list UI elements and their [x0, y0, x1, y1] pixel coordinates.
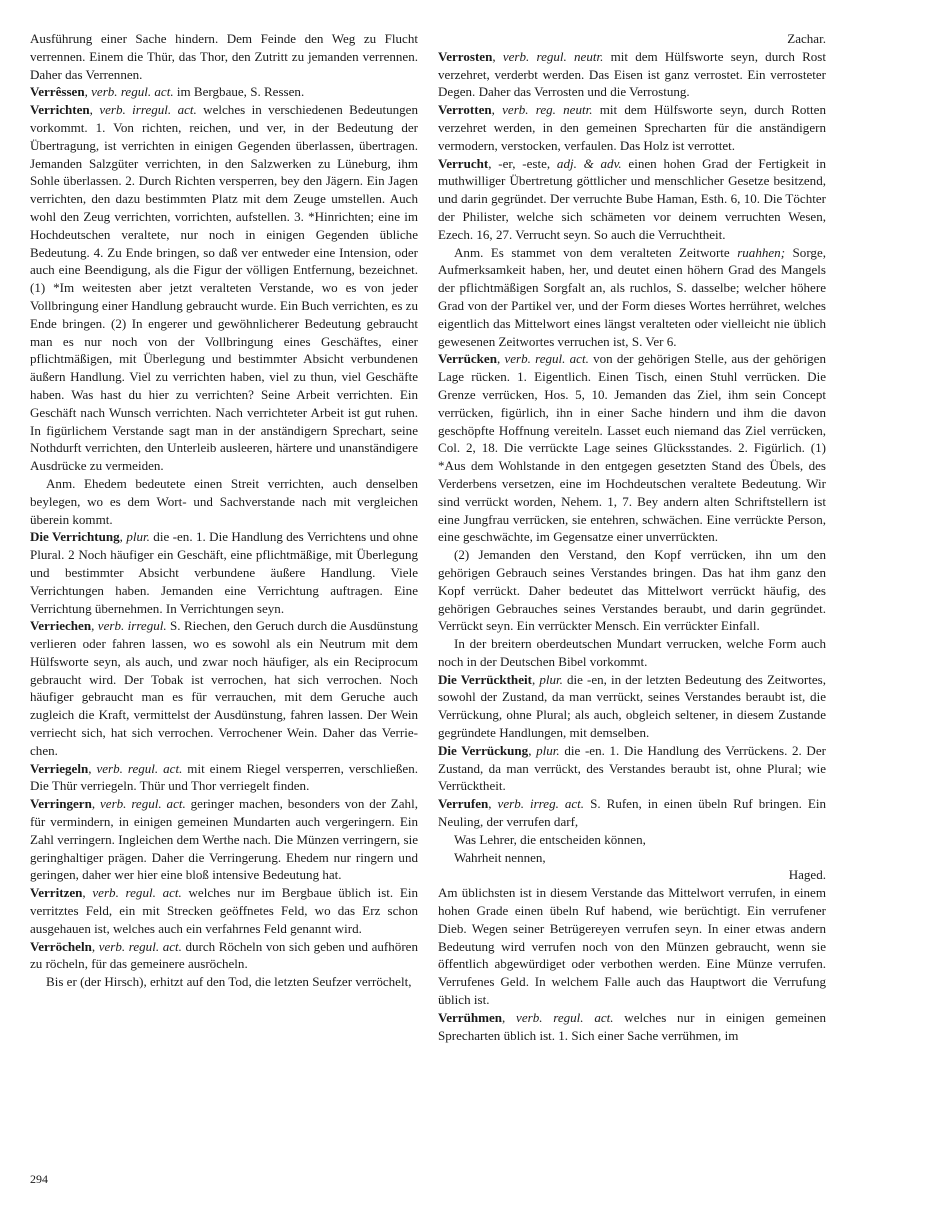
grammar-label: verb. regul. act. — [96, 760, 183, 776]
text-run: Ausführung einer Sache hindern. Dem Feinde den Weg zu Flucht verrennen. Einem die Thür, das Thor, den Zutritt zu jemanden verrennen. Daher das Verrennen. — [30, 31, 418, 82]
text-run: , — [528, 742, 537, 758]
right-column — [438, 30, 826, 1044]
text-run: , — [488, 796, 498, 812]
headword: Die Verrichtung — [30, 529, 120, 545]
text-run: die -en. 1. Die Handlung des Verrückens. 2. Der Zustand, da man verrückt, des Verstandes beraubt ist, ohne Plural; wie Verrücktheit. — [438, 742, 826, 794]
headword: Verrufen — [438, 796, 489, 812]
grammar-label: plur. — [539, 671, 563, 687]
text-run: Haged. — [788, 867, 826, 883]
headword: Verriegeln — [30, 760, 89, 776]
grammar-label: verb. irreg. act. — [497, 796, 585, 812]
text-run: welches in verschiedenen Bedeutungen vorkommt. 1. Von richten, reichen, und ver, in der Bedeutung der Übertragung, ist verrichten in einigen Gegenden überlassen, übertragen. Jemanden Salzgüter verrichten, in den Salzwerken zu Lüneburg, ihm Sohle überlassen. 2. Durch Richten versperren, bey den Jägern. Ein Jagen verrichten, den dazu bestimmten Platz mit dem Zeuge umstellen. Auch wohl den Zeug verrichten, vorrichten, aufstellen. 3. *Hinrichten; eine im Hochdeutschen veraltete, nur noch in einigen Gegenden übliche Bedeutung. 4. Zu Ende bringen, so daß ver entweder eine Intension, oder auch eine Beendigung, als die Figur der völligen Entfernung, bezeichnet. (1) *Im weitesten aber jetzt veralteten Verstande, wo es von jeder Vollbringung einer Handlung gebraucht wurde. Ein Buch verrichten, es zu Ende bringen. (2) In engerer und gewöhnlicherer Bedeutung gebraucht man es nur noch von der Vollbringung eines Geschäftes, einer pflichtmäßigen, mit Überlegung und bestimmter Absicht verbundenen äußern Handlung. Viel zu verrichten haben, viel zu thun, viel Geschäfte haben. Was hast du hier zu verrichten? Seine Arbeit verrichten. Ein Geschäft nach Wunsch verrichten. Nach verrichteter Arbeit ist gut ruhen. In figürlichem Verstande sagt man in der anständigern Sprechart, seine Nothdurft verrichten, den Unterleib ausleeren, härtere und unanständigere Ausdrücke zu vermeiden. — [30, 102, 418, 474]
dictionary-entry — [30, 528, 418, 617]
paragraph — [438, 884, 826, 1009]
text-run: , — [531, 671, 540, 687]
verse-line — [438, 849, 826, 867]
text-run: Zachar. — [787, 31, 826, 46]
grammar-label: verb. regul. act. — [504, 351, 589, 367]
dictionary-entry — [438, 742, 826, 795]
text-run: , — [91, 938, 99, 954]
text-run: welches nur im Bergbaue üblich ist. Ein verritztes Feld, ein mit Strecken geöffnetes Feld, wo das Erz schon ausgehauen ist, welches auch ein verfahrnes Feld genannt wird. — [30, 885, 418, 936]
text-run: , — [88, 760, 97, 776]
grammar-label: verb. regul. neutr. — [502, 48, 604, 64]
headword: Verrühmen — [438, 1009, 503, 1025]
dictionary-entry — [30, 617, 418, 759]
text-run: mit einem Riegel versperren, verschließen. Die Thür verriegeln. Thür und Thor verriegelt finden. — [30, 760, 418, 794]
verse-line — [30, 973, 418, 991]
text-run: einen hohen Grad der Fertigkeit in muthwilliger Übertretung göttlicher und menschlicher Gesetze besitzend, und darin gegründet. Der verruchte Bube Haman, Esth. 6, 10. Die Töchter der Philister, welche sich schämeten vor deinem verruchten Wesen, Ezech. 16, 27. Verrucht seyn. So auch die Verruchtheit. — [438, 155, 826, 242]
text-run: Anm. Es stammet von dem veralteten Zeitworte — [454, 244, 738, 260]
dictionary-entry — [30, 938, 418, 974]
text-run: mit dem Hülfsworte seyn, durch Rotten verzehret werden, in den gemeinen Sprecharten für die anständigern vermodern, verstocken, verfaulen. Das Holz ist verrottet. — [438, 102, 826, 153]
text-run: Anm. Ehedem bedeutete einen Streit verrichten, auch denselben beylegen, wo es dem Wort- und Sachverstande nach mit vergleichen überein kommt. — [30, 475, 418, 527]
headword: Verritzen — [30, 885, 83, 901]
headword: Verrucht — [438, 155, 489, 171]
text-run: , — [91, 796, 100, 812]
grammar-label: adj. & adv. — [556, 155, 622, 171]
grammar-label: ruahhen; — [737, 244, 786, 260]
text-run: , — [84, 84, 92, 100]
dictionary-entry — [438, 795, 826, 831]
text-run: Wahrheit nennen, — [454, 849, 546, 865]
headword: Verrotten — [438, 102, 492, 118]
grammar-label: verb. irregul. — [97, 618, 167, 634]
text-run: Bis er (der Hirsch), erhitzt auf den Tod, die letzten Seufzer verröchelt, — [46, 974, 412, 990]
headword: Verringern — [30, 796, 92, 812]
text-run: Am üblichsten ist in diesem Verstande das Mittelwort verrufen, in einem hohen Grade einen übeln Ruf habend, wie berüchtigt. Ein verrufener Dieb. Wegen seiner Betrügereyen verrufen seyn. In einer etwas andern Bedeutung wird verrufen noch von den Münzen gebraucht, wenn sie öffentlich abgewürdiget oder verbothen werden. Eine Münze verrufen. Verrufenes Geld. In welchem Falle auch das Hauptwort die Verrufung üblich ist. — [438, 885, 826, 1008]
dictionary-entry — [30, 760, 418, 796]
grammar-label: verb. reg. neutr. — [502, 102, 593, 118]
text-run: , — [492, 48, 503, 64]
source-citation — [438, 30, 826, 48]
dictionary-entry — [438, 350, 826, 546]
headword: Verröcheln — [30, 938, 92, 954]
grammar-label: verb. regul. act. — [100, 796, 186, 812]
text-run: , — [82, 885, 93, 901]
verse-line — [438, 831, 826, 849]
text-run: , — [119, 529, 127, 545]
text-run: , — [491, 102, 503, 118]
text-run: von der gehörigen Stelle, aus der gehörigen Lage rücken. 1. Eigentlich. Einen Tisch, einen Stuhl verrücken. Die Grenze verrücken, Hos. 5, 10. Jemanden das Ziel, ihm sein Concept verrücken, figürlich, ihn in einer Sache hindern und ihm die davon geschöpfte Hoffnung vereiteln. Lasset euch niemand das Ziel verrücken, Col. 2, 18. Die verrückte Lage seines Glücksstandes. 2. Figürlich. (1) *Aus dem Wohlstande in den entgegen gesetzten Stand des Übels, des Verderbens versetzen, eine im Hochdeutschen veraltete Bedeutung. Wir sind verrückt worden, Nehem. 1, 7. Bey andern alten Schriftstellern ist eine Jungfrau verrücken, sie entehren, schwächen. Eine verrückte Person, eine geschwächte, im Gegensatze einer unverrückten. — [438, 351, 826, 545]
dictionary-entry — [438, 155, 826, 244]
dictionary-entry — [30, 795, 418, 884]
text-run: durch Röcheln von sich geben und aufhören zu röcheln, für das gemeinere ausröcheln. — [30, 938, 418, 972]
headword: Verrücken — [438, 351, 497, 367]
annotation-paragraph — [438, 244, 826, 351]
dictionary-entry — [30, 101, 418, 475]
grammar-label: verb. regul. act. — [516, 1009, 614, 1025]
text-run: In der breitern oberdeutschen Mundart verrucken, welche Form auch noch in der Deutschen Bibel vorkommt. — [438, 636, 826, 669]
headword: Verrichten — [30, 102, 90, 118]
annotation-paragraph — [438, 546, 826, 635]
text-run: , — [502, 1009, 517, 1025]
text-run: im Bergbaue, S. Ressen. — [173, 84, 305, 100]
dictionary-entry — [438, 671, 826, 742]
text-run: (2) Jemanden den Verstand, den Kopf verrücken, ihn um den gehörigen Gebrauch seines Verstandes bringen. Das hat ihm ganz den Kopf verrückt. Daher bedeutet das Mittelwort verrückt häufig, des gehörigen Gebrauches seines Verstandes beraubt, und darin gegründet. Verrückt seyn. Ein verrückter Mensch. Ein verrückter Einfall. — [438, 547, 826, 634]
text-run: geringer machen, besonders von der Zahl, für vermindern, in einigen gemeinen Mundarten auch vergeringern. Ein Zahl verringern. Ingleichen dem Werthe nach. Die Münzen verringern, sie geringhaltiger prägen. Daher die Verringerung. Ehedem nur ringern und geringen, daher wer hier eine bloß intensive Bedeutung hat. — [30, 796, 418, 883]
grammar-label: verb. regul. act. — [98, 938, 182, 954]
text-run: Sorge, Aufmerksamkeit haben, her, und deutet einen höhern Grad des Mangels der pflichtmäßigen Sorgfalt an, als ruchlos, S. dasselbe; welcher höhere Grad von der Partikel ver, und der Form dieses Wortes herrühret, welches eigentlich das Mittelwort eines längst veralteten oder vielleicht nie üblich gewesenen Zeitwortes verruchen ist, S. Ver 6. — [438, 244, 826, 349]
text-run: , — [91, 618, 98, 634]
text-run: , -er, -este, — [488, 155, 557, 171]
headword: Verrêssen — [30, 84, 85, 100]
annotation-paragraph — [30, 475, 418, 528]
headword: Verriechen — [30, 618, 92, 634]
source-citation — [438, 866, 826, 884]
dictionary-entry — [30, 884, 418, 937]
left-column — [30, 30, 418, 991]
dictionary-entry — [438, 101, 826, 154]
dictionary-entry — [30, 83, 418, 101]
grammar-label: verb. irregul. act. — [99, 102, 197, 118]
text-run: Was Lehrer, die entscheiden können, — [454, 831, 646, 847]
grammar-label: plur. — [126, 529, 150, 545]
dictionary-entry — [438, 48, 826, 101]
text-run: welches nur in einigen gemeinen Sprecharten üblich ist. 1. Sich einer Sache verrühmen, im — [438, 1009, 826, 1043]
paragraph — [30, 30, 418, 83]
text-run: , — [89, 102, 100, 118]
text-run: , — [496, 351, 505, 367]
grammar-label: verb. regul. act. — [92, 885, 182, 901]
headword: Die Verrückung — [438, 742, 529, 758]
grammar-label: verb. regul. act. — [91, 84, 174, 100]
dictionary-entry — [438, 1009, 826, 1045]
text-run: S. Riechen, den Geruch durch die Ausdünstung verlieren oder fahren lassen, wo es sowohl als ein Neutrum mit dem Hülfsworte seyn, als auch, und zwar noch häufiger, als ein Reciprocum gebraucht wird. Der Tobak ist verrochen, hat sich verrochen. Noch häufiger gebraucht man es für verrauchen, mit dem Geruche auch zugleich die Kraft, vermittelst der Ausdünstung, fahren lassen. Der Wein verriecht sich, hat sich verrochen. Verrochener Wein. Daher das Verriechen. — [30, 618, 418, 758]
text-run: mit dem Hülfsworte seyn, durch Rost verzehret, verderbt werden. Das Eisen ist ganz verrostet. Ein verrosteter Degen. Daher das Verrosten und die Verrostung. — [438, 48, 827, 100]
text-run: die -en, in der letzten Bedeutung des Zeitwortes, sowohl der Zustand, da man verrückt, seines Verstandes beraubt ist, die Verrückung, ohne Plural; als auch, obgleich seltener, in diesem Zustande gegründete Handlungen, mit demselben. — [438, 671, 826, 741]
headword: Die Verrücktheit — [438, 671, 532, 687]
grammar-label: plur. — [536, 742, 560, 758]
text-run: die -en. 1. Die Handlung des Verrichtens und ohne Plural. 2 Noch häufiger ein Geschäft, eine pflichtmäßige, mit Überlegung und bestimmter Absicht verbundene äußere Handlung. Viele Verrichtungen haben. Jemanden eine Verrichtung auftragen. Eine Verrichtung übernehmen. In Verrichtungen seyn. — [30, 529, 418, 616]
page-number: 294 — [30, 1172, 48, 1186]
headword: Verrosten — [438, 48, 493, 64]
text-run: S. Rufen, in einen übeln Ruf bringen. Ein Neuling, der verrufen darf, — [438, 796, 827, 830]
annotation-paragraph — [438, 635, 826, 671]
